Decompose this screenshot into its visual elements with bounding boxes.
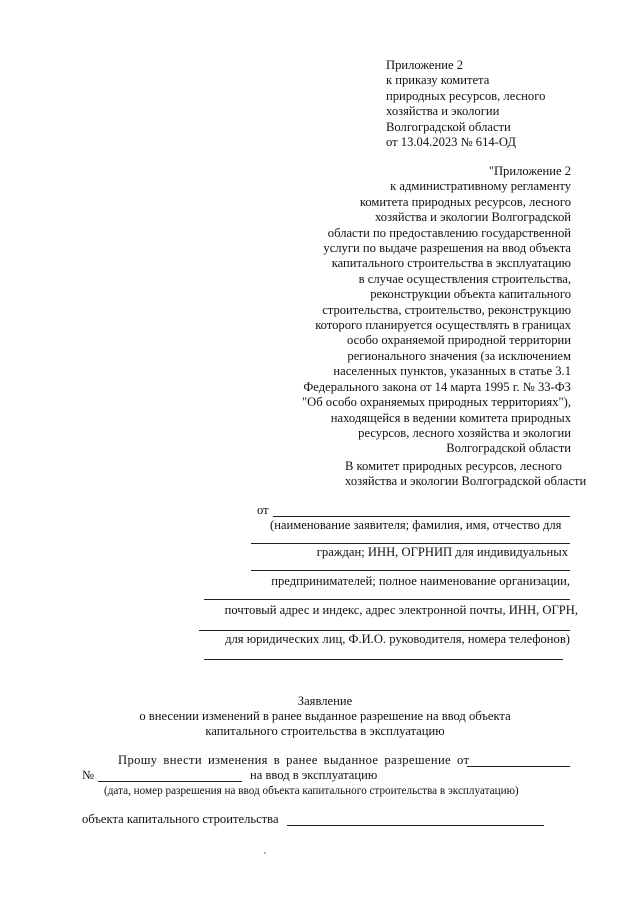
regulation-header-line: регионального значения (за исключением <box>347 348 571 363</box>
applicant-hint-line: почтовый адрес и индекс, адрес электронной почты, ИНН, ОГРН, <box>224 603 578 617</box>
regulation-header <box>302 164 571 457</box>
page-speck <box>264 852 266 854</box>
applicant-hint-line: предпринимателей; полное наименование организации, <box>271 574 570 588</box>
appendix-header-line: Приложение 2 <box>386 58 464 72</box>
applicant-field-line[interactable] <box>199 630 570 631</box>
object-label: объекта капитального строительства <box>82 812 279 826</box>
addressee-line: хозяйства и экологии Волгоградской области <box>345 474 587 489</box>
applicant-field-line[interactable] <box>251 570 570 571</box>
regulation-header-line: к административному регламенту <box>390 179 571 194</box>
permit-date-field[interactable] <box>467 766 570 767</box>
regulation-header-line: населенных пунктов, указанных в статье 3.1 <box>333 364 571 379</box>
appendix-header <box>386 58 545 150</box>
applicant-hint-line: граждан; ИНН, ОГРНИП для индивидуальных <box>316 545 568 559</box>
regulation-header-line: области по предоставлению государственной <box>327 225 571 240</box>
from-label: от <box>257 503 269 517</box>
appendix-header-line: к приказу комитета <box>386 73 490 88</box>
applicant-field-line[interactable] <box>204 659 563 660</box>
appendix-header-line: от 13.04.2023 № 614-ОД <box>386 135 516 150</box>
regulation-header-line: ресурсов, лесного хозяйства и экологии <box>358 425 571 440</box>
regulation-header-line: которого планируется осуществлять в границах <box>315 318 571 333</box>
statement-title: Заявление <box>297 694 353 708</box>
number-sign: № <box>82 768 95 782</box>
object-name-field[interactable] <box>287 825 544 826</box>
addressee-line: В комитет природных ресурсов, лесного <box>345 459 562 473</box>
permit-number-field[interactable] <box>98 781 242 782</box>
regulation-header-line: комитета природных ресурсов, лесного <box>359 194 571 209</box>
regulation-header-line: Федерального закона от 14 марта 1995 г. № 33-ФЗ <box>303 379 571 394</box>
request-line-2-suffix: на ввод в эксплуатацию <box>250 768 378 782</box>
regulation-header-line: хозяйства и экологии Волгоградской <box>374 210 571 225</box>
applicant-field-line[interactable] <box>204 599 570 600</box>
applicant-name-field[interactable] <box>273 516 570 517</box>
applicant-hint-line: (наименование заявителя; фамилия, имя, отчество для <box>270 518 562 532</box>
applicant-field-line[interactable] <box>251 543 570 544</box>
permit-hint: (дата, номер разрешения на ввод объекта капитального строительства в эксплуатацию) <box>104 785 519 797</box>
regulation-header-line: "Приложение 2 <box>488 164 571 178</box>
request-line-1: Прошу внести изменения в ранее выданное разрешение от <box>118 753 470 767</box>
regulation-header-line: Волгоградской области <box>446 441 571 456</box>
regulation-header-line: "Об особо охраняемых природных территориях"), <box>301 395 571 410</box>
applicant-hint-line: для юридических лиц, Ф.И.О. руководителя, номера телефонов) <box>225 632 570 646</box>
statement-subtitle-line: капитального строительства в эксплуатацию <box>205 724 445 738</box>
regulation-header-line: находящейся в ведении комитета природных <box>330 410 571 425</box>
statement-subtitle-line: о внесении изменений в ранее выданное разрешение на ввод объекта <box>139 709 511 723</box>
regulation-header-line: строительства, строительство, реконструкцию <box>322 302 571 317</box>
regulation-header-line: реконструкции объекта капитального <box>370 287 571 302</box>
appendix-header-line: Волгоградской области <box>386 119 511 134</box>
appendix-header-line: хозяйства и экологии <box>386 104 500 119</box>
appendix-header-line: природных ресурсов, лесного <box>386 88 546 103</box>
regulation-header-line: особо охраняемой природной территории <box>347 333 571 348</box>
regulation-header-line: капитального строительства в эксплуатацию <box>331 256 571 271</box>
regulation-header-line: услуги по выдаче разрешения на ввод объекта <box>323 241 571 256</box>
regulation-header-line: в случае осуществления строительства, <box>358 271 571 286</box>
addressee <box>345 459 586 490</box>
